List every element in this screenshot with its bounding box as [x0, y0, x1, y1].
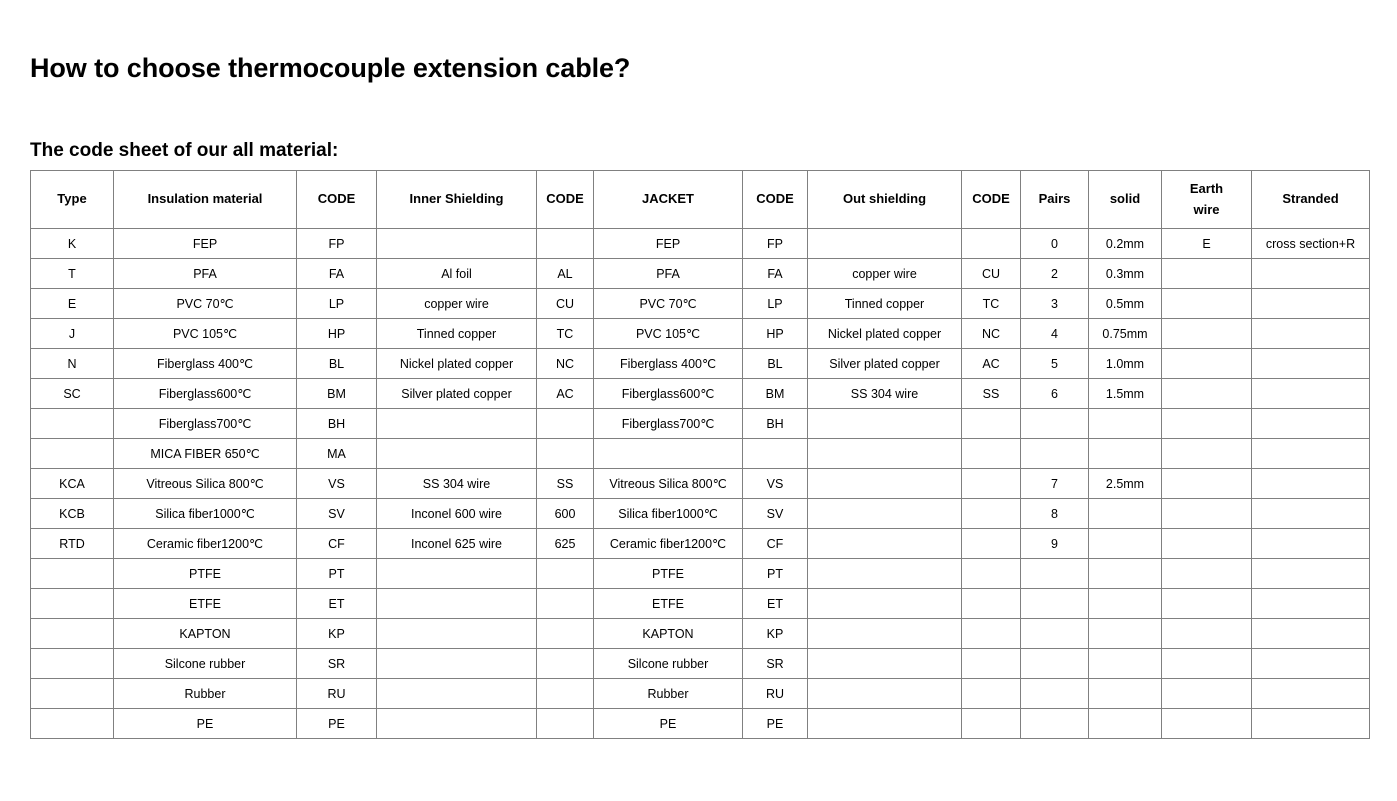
cell-pairs: 0	[1021, 229, 1089, 259]
cell-jacket: PE	[594, 709, 743, 739]
cell-jacket-code: FP	[743, 229, 808, 259]
cell-solid: 1.5mm	[1089, 379, 1162, 409]
cell-insulation-code: MA	[297, 439, 377, 469]
table-body	[31, 229, 1370, 739]
cell-solid	[1089, 709, 1162, 739]
cell-pairs	[1021, 649, 1089, 679]
cell-insulation-code: SR	[297, 649, 377, 679]
cell-jacket-code: BH	[743, 409, 808, 439]
cell-out-shielding-code	[962, 529, 1021, 559]
cell-insulation-material: Vitreous Silica 800℃	[114, 469, 297, 499]
cell-inner-shielding-code	[537, 559, 594, 589]
cell-inner-shielding-code: AC	[537, 379, 594, 409]
cell-out-shielding: Nickel plated copper	[808, 319, 962, 349]
cell-jacket: PTFE	[594, 559, 743, 589]
cell-insulation-code: KP	[297, 619, 377, 649]
table-header-row	[31, 171, 1370, 229]
cell-earth-wire	[1162, 559, 1252, 589]
cell-stranded	[1252, 679, 1370, 709]
cell-inner-shielding-code	[537, 709, 594, 739]
column-header-stranded: Stranded	[1252, 171, 1370, 229]
cell-insulation-material: KAPTON	[114, 619, 297, 649]
cell-out-shielding	[808, 649, 962, 679]
cell-jacket: KAPTON	[594, 619, 743, 649]
cell-inner-shielding: copper wire	[377, 289, 537, 319]
cell-earth-wire	[1162, 379, 1252, 409]
cell-insulation-code: ET	[297, 589, 377, 619]
table-row	[31, 379, 1370, 409]
cell-type: E	[31, 289, 114, 319]
cell-type	[31, 619, 114, 649]
cell-insulation-material: Ceramic fiber1200℃	[114, 529, 297, 559]
cell-pairs: 3	[1021, 289, 1089, 319]
cell-pairs	[1021, 679, 1089, 709]
cell-pairs: 6	[1021, 379, 1089, 409]
cell-jacket-code: ET	[743, 589, 808, 619]
cell-solid: 0.3mm	[1089, 259, 1162, 289]
table-row	[31, 319, 1370, 349]
cell-pairs	[1021, 439, 1089, 469]
cell-out-shielding-code	[962, 709, 1021, 739]
cell-stranded	[1252, 649, 1370, 679]
cell-inner-shielding: Al foil	[377, 259, 537, 289]
cell-out-shielding: Tinned copper	[808, 289, 962, 319]
cell-type	[31, 409, 114, 439]
cell-inner-shielding-code	[537, 439, 594, 469]
cell-out-shielding-code	[962, 619, 1021, 649]
cell-jacket: Silcone rubber	[594, 649, 743, 679]
cell-jacket-code	[743, 439, 808, 469]
cell-inner-shielding	[377, 679, 537, 709]
cell-inner-shielding-code: 600	[537, 499, 594, 529]
table-row	[31, 259, 1370, 289]
cell-insulation-material: Silica fiber1000℃	[114, 499, 297, 529]
cell-type	[31, 649, 114, 679]
cell-type: N	[31, 349, 114, 379]
cell-solid	[1089, 499, 1162, 529]
cell-jacket: Silica fiber1000℃	[594, 499, 743, 529]
page-title: How to choose thermocouple extension cable?	[30, 53, 631, 84]
cell-insulation-material: PFA	[114, 259, 297, 289]
cell-out-shielding-code: NC	[962, 319, 1021, 349]
cell-out-shielding-code: AC	[962, 349, 1021, 379]
cell-inner-shielding-code: NC	[537, 349, 594, 379]
cell-type: KCB	[31, 499, 114, 529]
code-sheet-table	[30, 170, 1370, 739]
cell-earth-wire	[1162, 499, 1252, 529]
cell-jacket-code: RU	[743, 679, 808, 709]
cell-inner-shielding-code	[537, 649, 594, 679]
cell-insulation-material: ETFE	[114, 589, 297, 619]
column-header-out-shielding-code: CODE	[962, 171, 1021, 229]
cell-insulation-material: PVC 70℃	[114, 289, 297, 319]
cell-stranded	[1252, 619, 1370, 649]
table-row	[31, 439, 1370, 469]
cell-jacket: Fiberglass700℃	[594, 409, 743, 439]
table-row	[31, 499, 1370, 529]
cell-stranded	[1252, 349, 1370, 379]
cell-jacket-code: PE	[743, 709, 808, 739]
cell-solid	[1089, 529, 1162, 559]
column-header-inner-shielding-code: CODE	[537, 171, 594, 229]
column-header-jacket: JACKET	[594, 171, 743, 229]
cell-solid: 2.5mm	[1089, 469, 1162, 499]
cell-out-shielding-code: TC	[962, 289, 1021, 319]
cell-earth-wire	[1162, 709, 1252, 739]
cell-jacket-code: FA	[743, 259, 808, 289]
cell-stranded	[1252, 409, 1370, 439]
cell-stranded	[1252, 319, 1370, 349]
cell-insulation-code: PT	[297, 559, 377, 589]
cell-inner-shielding	[377, 559, 537, 589]
cell-jacket: Fiberglass 400℃	[594, 349, 743, 379]
cell-out-shielding	[808, 499, 962, 529]
cell-inner-shielding	[377, 619, 537, 649]
cell-earth-wire	[1162, 439, 1252, 469]
cell-out-shielding-code	[962, 409, 1021, 439]
cell-earth-wire	[1162, 289, 1252, 319]
cell-stranded	[1252, 289, 1370, 319]
cell-out-shielding	[808, 529, 962, 559]
cell-earth-wire	[1162, 679, 1252, 709]
cell-out-shielding	[808, 469, 962, 499]
cell-pairs: 5	[1021, 349, 1089, 379]
column-header-insulation-code: CODE	[297, 171, 377, 229]
cell-out-shielding-code	[962, 469, 1021, 499]
cell-pairs	[1021, 619, 1089, 649]
cell-type	[31, 589, 114, 619]
earth-wire-line-1: Earth	[1189, 181, 1224, 197]
table-row	[31, 409, 1370, 439]
cell-stranded	[1252, 589, 1370, 619]
cell-earth-wire	[1162, 529, 1252, 559]
cell-pairs: 4	[1021, 319, 1089, 349]
code-sheet-table-wrapper	[30, 170, 1369, 739]
cell-out-shielding-code	[962, 439, 1021, 469]
table-row	[31, 619, 1370, 649]
cell-out-shielding-code	[962, 499, 1021, 529]
cell-inner-shielding-code	[537, 589, 594, 619]
cell-jacket: PFA	[594, 259, 743, 289]
cell-inner-shielding-code	[537, 679, 594, 709]
column-header-jacket-code: CODE	[743, 171, 808, 229]
table-row	[31, 529, 1370, 559]
cell-out-shielding-code	[962, 589, 1021, 619]
cell-insulation-code: FP	[297, 229, 377, 259]
cell-stranded	[1252, 559, 1370, 589]
cell-stranded	[1252, 439, 1370, 469]
cell-out-shielding-code: CU	[962, 259, 1021, 289]
table-header	[31, 171, 1370, 229]
cell-insulation-code: RU	[297, 679, 377, 709]
cell-jacket-code: HP	[743, 319, 808, 349]
cell-jacket: Ceramic fiber1200℃	[594, 529, 743, 559]
cell-pairs: 7	[1021, 469, 1089, 499]
cell-stranded	[1252, 259, 1370, 289]
cell-out-shielding	[808, 679, 962, 709]
column-header-type: Type	[31, 171, 114, 229]
cell-insulation-code: CF	[297, 529, 377, 559]
cell-inner-shielding	[377, 439, 537, 469]
cell-inner-shielding-code: 625	[537, 529, 594, 559]
cell-insulation-material: Silcone rubber	[114, 649, 297, 679]
cell-stranded: cross section+R	[1252, 229, 1370, 259]
cell-earth-wire	[1162, 409, 1252, 439]
cell-stranded	[1252, 529, 1370, 559]
cell-out-shielding: copper wire	[808, 259, 962, 289]
cell-inner-shielding-code	[537, 409, 594, 439]
cell-earth-wire: E	[1162, 229, 1252, 259]
cell-jacket-code: LP	[743, 289, 808, 319]
cell-out-shielding	[808, 559, 962, 589]
cell-insulation-code: BH	[297, 409, 377, 439]
cell-inner-shielding: Tinned copper	[377, 319, 537, 349]
cell-inner-shielding	[377, 649, 537, 679]
cell-inner-shielding: SS 304 wire	[377, 469, 537, 499]
table-row	[31, 229, 1370, 259]
cell-out-shielding-code	[962, 649, 1021, 679]
cell-inner-shielding-code: SS	[537, 469, 594, 499]
cell-insulation-material: Fiberglass700℃	[114, 409, 297, 439]
table-row	[31, 349, 1370, 379]
cell-jacket-code: BM	[743, 379, 808, 409]
cell-insulation-code: VS	[297, 469, 377, 499]
cell-earth-wire	[1162, 259, 1252, 289]
cell-insulation-code: BL	[297, 349, 377, 379]
cell-out-shielding	[808, 229, 962, 259]
cell-solid	[1089, 589, 1162, 619]
earth-wire-line-2: wire	[1193, 201, 1220, 217]
cell-insulation-material: Fiberglass 400℃	[114, 349, 297, 379]
cell-jacket	[594, 439, 743, 469]
cell-solid: 0.2mm	[1089, 229, 1162, 259]
cell-type	[31, 679, 114, 709]
cell-jacket: Fiberglass600℃	[594, 379, 743, 409]
cell-inner-shielding-code: AL	[537, 259, 594, 289]
cell-earth-wire	[1162, 619, 1252, 649]
cell-type: SC	[31, 379, 114, 409]
cell-jacket: PVC 105℃	[594, 319, 743, 349]
cell-insulation-material: Rubber	[114, 679, 297, 709]
cell-out-shielding	[808, 439, 962, 469]
cell-jacket-code: SV	[743, 499, 808, 529]
cell-inner-shielding: Nickel plated copper	[377, 349, 537, 379]
column-header-pairs: Pairs	[1021, 171, 1089, 229]
column-header-out-shielding: Out shielding	[808, 171, 962, 229]
cell-earth-wire	[1162, 589, 1252, 619]
cell-insulation-code: PE	[297, 709, 377, 739]
cell-type	[31, 709, 114, 739]
cell-earth-wire	[1162, 469, 1252, 499]
cell-insulation-code: LP	[297, 289, 377, 319]
cell-solid	[1089, 439, 1162, 469]
cell-out-shielding	[808, 619, 962, 649]
cell-type	[31, 559, 114, 589]
cell-out-shielding-code	[962, 559, 1021, 589]
cell-pairs	[1021, 589, 1089, 619]
cell-pairs	[1021, 559, 1089, 589]
cell-jacket: PVC 70℃	[594, 289, 743, 319]
cell-insulation-material: PE	[114, 709, 297, 739]
cell-insulation-code: BM	[297, 379, 377, 409]
section-subtitle: The code sheet of our all material:	[30, 139, 339, 161]
cell-out-shielding	[808, 409, 962, 439]
cell-inner-shielding-code	[537, 229, 594, 259]
cell-inner-shielding: Inconel 625 wire	[377, 529, 537, 559]
cell-earth-wire	[1162, 349, 1252, 379]
cell-solid	[1089, 409, 1162, 439]
table-row	[31, 709, 1370, 739]
cell-solid	[1089, 559, 1162, 589]
cell-jacket: ETFE	[594, 589, 743, 619]
cell-pairs	[1021, 709, 1089, 739]
cell-out-shielding: SS 304 wire	[808, 379, 962, 409]
cell-insulation-material: Fiberglass600℃	[114, 379, 297, 409]
cell-stranded	[1252, 709, 1370, 739]
cell-out-shielding	[808, 709, 962, 739]
cell-solid	[1089, 649, 1162, 679]
cell-earth-wire	[1162, 319, 1252, 349]
cell-inner-shielding	[377, 229, 537, 259]
cell-out-shielding-code: SS	[962, 379, 1021, 409]
cell-jacket: Vitreous Silica 800℃	[594, 469, 743, 499]
cell-solid: 0.75mm	[1089, 319, 1162, 349]
cell-insulation-code: FA	[297, 259, 377, 289]
cell-jacket: Rubber	[594, 679, 743, 709]
cell-pairs: 8	[1021, 499, 1089, 529]
cell-stranded	[1252, 499, 1370, 529]
cell-solid	[1089, 619, 1162, 649]
cell-jacket-code: VS	[743, 469, 808, 499]
cell-inner-shielding: Silver plated copper	[377, 379, 537, 409]
cell-insulation-code: HP	[297, 319, 377, 349]
column-header-earth-wire	[1162, 171, 1252, 229]
cell-jacket: FEP	[594, 229, 743, 259]
cell-insulation-material: PVC 105℃	[114, 319, 297, 349]
cell-solid	[1089, 679, 1162, 709]
cell-out-shielding	[808, 589, 962, 619]
cell-inner-shielding-code	[537, 619, 594, 649]
cell-jacket-code: BL	[743, 349, 808, 379]
table-row	[31, 679, 1370, 709]
cell-jacket-code: CF	[743, 529, 808, 559]
column-header-solid: solid	[1089, 171, 1162, 229]
cell-type: RTD	[31, 529, 114, 559]
cell-jacket-code: PT	[743, 559, 808, 589]
cell-insulation-material: MICA FIBER 650℃	[114, 439, 297, 469]
cell-pairs: 2	[1021, 259, 1089, 289]
cell-inner-shielding	[377, 709, 537, 739]
cell-type: KCA	[31, 469, 114, 499]
cell-type: T	[31, 259, 114, 289]
cell-jacket-code: KP	[743, 619, 808, 649]
cell-out-shielding-code	[962, 229, 1021, 259]
cell-pairs: 9	[1021, 529, 1089, 559]
cell-stranded	[1252, 469, 1370, 499]
cell-pairs	[1021, 409, 1089, 439]
cell-inner-shielding	[377, 409, 537, 439]
cell-earth-wire	[1162, 649, 1252, 679]
cell-inner-shielding-code: CU	[537, 289, 594, 319]
table-row	[31, 589, 1370, 619]
cell-out-shielding: Silver plated copper	[808, 349, 962, 379]
cell-stranded	[1252, 379, 1370, 409]
cell-insulation-code: SV	[297, 499, 377, 529]
cell-solid: 0.5mm	[1089, 289, 1162, 319]
column-header-inner-shielding: Inner Shielding	[377, 171, 537, 229]
cell-inner-shielding: Inconel 600 wire	[377, 499, 537, 529]
column-header-insulation-material: Insulation material	[114, 171, 297, 229]
table-row	[31, 469, 1370, 499]
cell-out-shielding-code	[962, 679, 1021, 709]
table-row	[31, 649, 1370, 679]
table-row	[31, 289, 1370, 319]
cell-solid: 1.0mm	[1089, 349, 1162, 379]
cell-type	[31, 439, 114, 469]
cell-insulation-material: PTFE	[114, 559, 297, 589]
cell-inner-shielding	[377, 589, 537, 619]
table-row	[31, 559, 1370, 589]
cell-type: K	[31, 229, 114, 259]
cell-inner-shielding-code: TC	[537, 319, 594, 349]
cell-insulation-material: FEP	[114, 229, 297, 259]
cell-type: J	[31, 319, 114, 349]
cell-jacket-code: SR	[743, 649, 808, 679]
